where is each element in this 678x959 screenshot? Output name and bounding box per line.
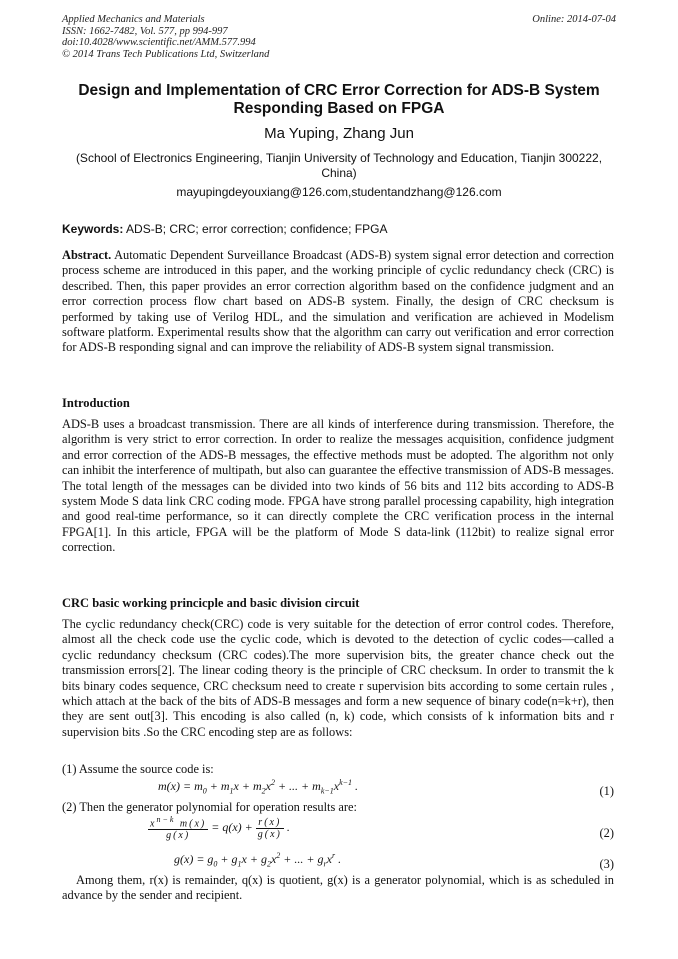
equation-3-formula: $g(x) = g_0 + g_1x + g_2x^2$ + ... + $g_rx^r$ . (174, 851, 342, 869)
keywords-label: Keywords: (62, 222, 124, 236)
authors: Ma Yuping, Zhang Jun (264, 125, 414, 142)
abstract-text: Automatic Dependent Surveillance Broadcast (ADS-B) system signal error detection and correction process scheme are introduced in this paper, and the working principle of cyclic redundancy check (CRC) is described. Then, this paper provides an error correction algorithm based on the confidence judgment and an error correction process flow chart based on ADS-B system. Finally, the design of CRC checksum is performed by taking use of Verilog HDL, and the simulation and verification are achieved in Modelism software platform. Experimental results show that the algorithm can carry out verification and error correction for ADS-B responding signal and can improve the reliability of ADS-B system signal transmission. (62, 248, 614, 355)
step-2-text: (2) Then the generator polynomial for operation results are: (62, 800, 357, 814)
introduction-paragraph: ADS-B uses a broadcast transmission. There are all kinds of interference during transmission. Therefore, the algorithm is very strict to error correction. In order to realize the messages acquisition, confidence judgment and error correction of the ADS-B messages, the effective methods must be adopted. The algorithm not only can inhibit the interference of multipath, but also can guarantee the effective transmission of ADS-B messages. The total length of the messages can be divided into two kinds of 56 bits and 112 bits according to ADS-B system Mode S data link CRC coding mode. FPGA have strong parallel processing capability, high integration and good real-time performance, so it can directly complete the CRC verification process in the internal FPGA[1]. In this article, FPGA will be the platform of Mode S data-link (112bit) to realize signal error correction. (62, 417, 614, 555)
equation-3 (62, 851, 614, 871)
equation-1-number: (1) (599, 784, 614, 798)
online-date: Online: 2014-07-04 (532, 14, 616, 25)
keywords (62, 222, 616, 236)
journal-header (62, 14, 616, 60)
abstract-label: Abstract. (62, 248, 112, 262)
equation-1 (62, 778, 614, 798)
step-1-text: (1) Assume the source code is: (62, 762, 214, 776)
paper-title: Design and Implementation of CRC Error Correction for ADS-B System Responding Based on FPGA (78, 82, 600, 117)
equation-1-formula: $m(x) = m_0 + m_1x + m_2x^2$ + ... + $m_{k-1}x^{k-1}$ . (158, 778, 359, 796)
journal-name: Applied Mechanics and Materials (62, 14, 205, 25)
abstract (62, 248, 614, 356)
equation-3-number: (3) (599, 857, 614, 871)
section-heading-crc: CRC basic working princicple and basic division circuit (62, 596, 360, 610)
section-heading-introduction: Introduction (62, 396, 130, 410)
equation-2 (62, 815, 614, 849)
equation-2-number: (2) (599, 826, 614, 840)
issn: ISSN: 1662-7482, Vol. 577, pp 994-997 (62, 25, 228, 37)
keywords-text: ADS-B; CRC; error correction; confidence; FPGA (123, 222, 388, 236)
copyright: © 2014 Trans Tech Publications Ltd, Switzerland (62, 48, 270, 60)
doi: doi:10.4028/www.scientific.net/AMM.577.994 (62, 37, 256, 48)
after-equations-paragraph: Among them, r(x) is remainder, q(x) is quotient, g(x) is a generator polynomial, which is as scheduled in advance by the sender and recipient. (62, 873, 614, 903)
author-email[interactable]: mayupingdeyouxiang@126.com,studentandzhang@126.com (176, 185, 502, 199)
crc-paragraph: The cyclic redundancy check(CRC) code is very suitable for the detection of error control codes. Therefore, almost all the check code use the cyclic code, which is devoted to the detection of cyclic codes—called a cyclic redundancy checksum (CRC codes).The more supervision bits, the greater chance check out the transmission errors[2]. The linear coding theory is the principle of CRC checksum. In order to transmit the k bits binary codes sequence, CRC checksum need to create r supervision bits according to some certain rules , which attach at the back of the bits of ADS-B messages and form a new sequence of binary code(n=k+r), then they are sent out[3]. This encoding is also called (n, k) code, which consists of k information bits and r supervision bits .So the CRC encoding step are as follows: (62, 617, 614, 739)
affiliation: (School of Electronics Engineering, Tianjin University of Technology and Education, Tianjin 300222, China) (75, 151, 603, 180)
equation-2-formula: $\frac{x^{n-k} m(x)}{g(x)}$ = q(x) + $\frac{r(x)}{g(x)}$ . (150, 815, 290, 842)
